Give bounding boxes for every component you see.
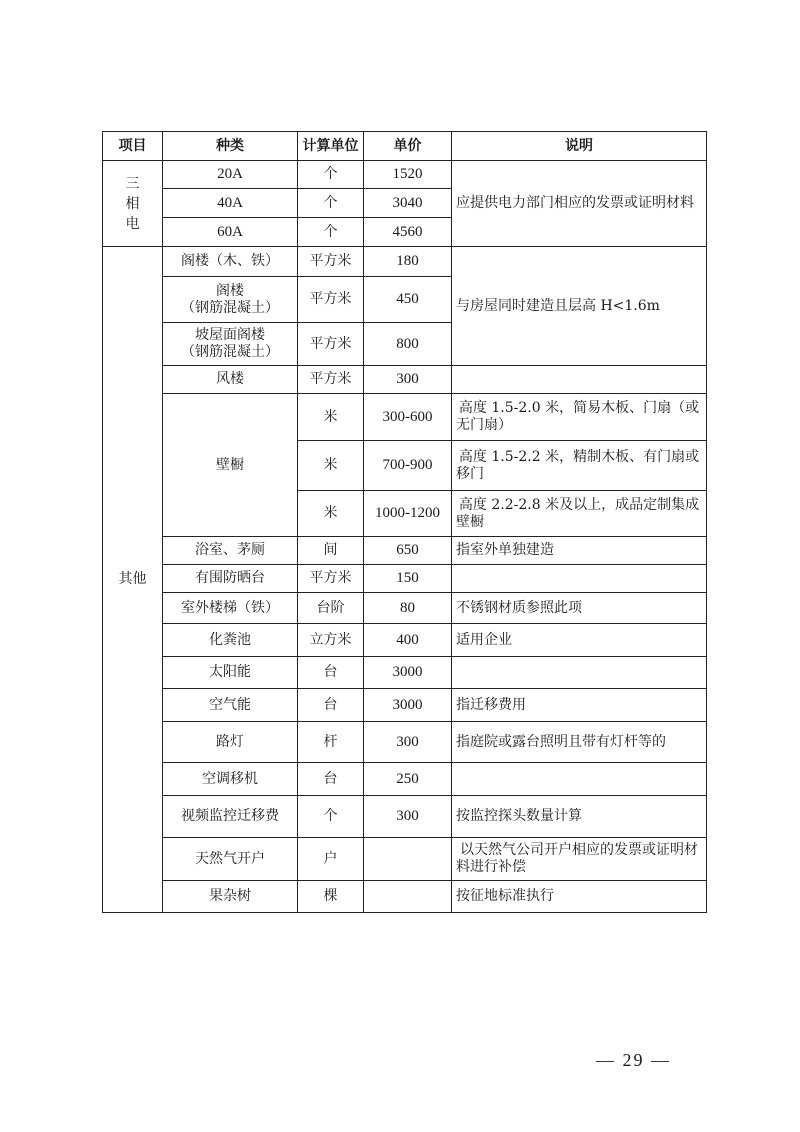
table-row <box>103 537 707 565</box>
table-row <box>103 161 707 189</box>
price-cell: 150 <box>364 565 452 593</box>
price-cell: 250 <box>364 763 452 796</box>
unit-cell: 个 <box>298 796 364 838</box>
kind-cell: 天然气开户 <box>163 838 298 881</box>
price-cell: 1520 <box>364 161 452 189</box>
unit-cell: 平方米 <box>298 247 364 277</box>
table-row <box>103 366 707 394</box>
price-cell: 300 <box>364 366 452 394</box>
unit-cell: 平方米 <box>298 323 364 366</box>
unit-cell: 平方米 <box>298 366 364 394</box>
note-cell <box>452 763 707 796</box>
header-unit: 计算单位 <box>298 132 364 161</box>
table-row <box>103 565 707 593</box>
unit-cell: 平方米 <box>298 565 364 593</box>
kind-cell: 60A <box>163 218 298 247</box>
kind-cell: 太阳能 <box>163 657 298 689</box>
page-number: — 29 — <box>596 1050 671 1070</box>
kind-line: 阁楼 <box>216 282 244 299</box>
table-header-row <box>103 132 707 161</box>
unit-cell: 间 <box>298 537 364 565</box>
price-cell: 80 <box>364 593 452 624</box>
price-cell <box>364 838 452 881</box>
unit-cell: 杆 <box>298 722 364 763</box>
compensation-table <box>102 131 707 913</box>
unit-cell: 个 <box>298 161 364 189</box>
kind-cell: 室外楼梯（铁） <box>163 593 298 624</box>
unit-cell: 台 <box>298 689 364 722</box>
table-row <box>103 247 707 277</box>
unit-cell: 米 <box>298 441 364 491</box>
kind-cell: 阁楼（木、铁） <box>163 247 298 277</box>
price-cell: 450 <box>364 277 452 323</box>
note-cell: 与房屋同时建造且层高 H<1.6m <box>452 247 707 366</box>
price-cell: 300 <box>364 796 452 838</box>
price-cell: 1000-1200 <box>364 491 452 537</box>
note-cell: 高度 2.2-2.8 米及以上，成品定制集成壁橱 <box>452 491 707 537</box>
kind-line: （钢筋混凝土） <box>181 299 279 316</box>
table-row <box>103 881 707 913</box>
header-kind: 种类 <box>163 132 298 161</box>
kind-cell: 风楼 <box>163 366 298 394</box>
price-cell: 180 <box>364 247 452 277</box>
kind-cell: 20A <box>163 161 298 189</box>
unit-cell: 台 <box>298 763 364 796</box>
table-row <box>103 838 707 881</box>
kind-cell: 浴室、茅厕 <box>163 537 298 565</box>
note-cell: 适用企业 <box>452 624 707 657</box>
note-cell <box>452 657 707 689</box>
note-cell: 按征地标准执行 <box>452 881 707 913</box>
note-cell: 指室外单独建造 <box>452 537 707 565</box>
group-label-other: 其他 <box>103 247 163 913</box>
note-cell: 应提供电力部门相应的发票或证明材料 <box>452 161 707 247</box>
kind-line: （钢筋混凝土） <box>181 344 279 360</box>
unit-cell: 台 <box>298 657 364 689</box>
unit-cell: 米 <box>298 394 364 441</box>
unit-cell: 户 <box>298 838 364 881</box>
unit-cell: 个 <box>298 189 364 218</box>
table-row <box>103 796 707 838</box>
price-cell <box>364 881 452 913</box>
table-row <box>103 593 707 624</box>
kind-cell: 40A <box>163 189 298 218</box>
kind-cell: 壁橱 <box>163 394 298 537</box>
table-row <box>103 624 707 657</box>
price-cell: 3040 <box>364 189 452 218</box>
note-cell <box>452 366 707 394</box>
kind-cell: 化粪池 <box>163 624 298 657</box>
header-note: 说明 <box>452 132 707 161</box>
kind-cell <box>163 277 298 323</box>
unit-cell: 米 <box>298 491 364 537</box>
price-cell: 400 <box>364 624 452 657</box>
price-cell: 700-900 <box>364 441 452 491</box>
kind-cell: 果杂树 <box>163 881 298 913</box>
note-cell <box>452 565 707 593</box>
kind-cell: 空调移机 <box>163 763 298 796</box>
kind-cell <box>163 323 298 366</box>
unit-cell: 立方米 <box>298 624 364 657</box>
price-cell: 300 <box>364 722 452 763</box>
table-row <box>103 763 707 796</box>
kind-line: 坡屋面阁楼 <box>195 327 265 343</box>
price-cell: 4560 <box>364 218 452 247</box>
table-row <box>103 689 707 722</box>
kind-cell: 路灯 <box>163 722 298 763</box>
price-cell: 650 <box>364 537 452 565</box>
unit-cell: 平方米 <box>298 277 364 323</box>
price-cell: 300-600 <box>364 394 452 441</box>
note-cell: 按监控探头数量计算 <box>452 796 707 838</box>
table-row <box>103 394 707 441</box>
header-item: 项目 <box>103 132 163 161</box>
kind-cell: 空气能 <box>163 689 298 722</box>
note-cell: 不锈钢材质参照此项 <box>452 593 707 624</box>
note-cell: 指迁移费用 <box>452 689 707 722</box>
price-cell: 3000 <box>364 689 452 722</box>
note-cell: 高度 1.5-2.0 米，简易木板、门扇（或无门扇） <box>452 394 707 441</box>
note-cell: 指庭院或露台照明且带有灯杆等的 <box>452 722 707 763</box>
price-cell: 3000 <box>364 657 452 689</box>
table-row <box>103 657 707 689</box>
kind-cell: 视频监控迁移费 <box>163 796 298 838</box>
table-row <box>103 722 707 763</box>
unit-cell: 个 <box>298 218 364 247</box>
note-cell: 高度 1.5-2.2 米，精制木板、有门扇或移门 <box>452 441 707 491</box>
unit-cell: 台阶 <box>298 593 364 624</box>
unit-cell: 棵 <box>298 881 364 913</box>
header-price: 单价 <box>364 132 452 161</box>
note-cell: 以天然气公司开户相应的发票或证明材料进行补偿 <box>452 838 707 881</box>
group-label-three-phase: 三相电 <box>103 161 163 247</box>
kind-cell: 有围防晒台 <box>163 565 298 593</box>
price-cell: 800 <box>364 323 452 366</box>
